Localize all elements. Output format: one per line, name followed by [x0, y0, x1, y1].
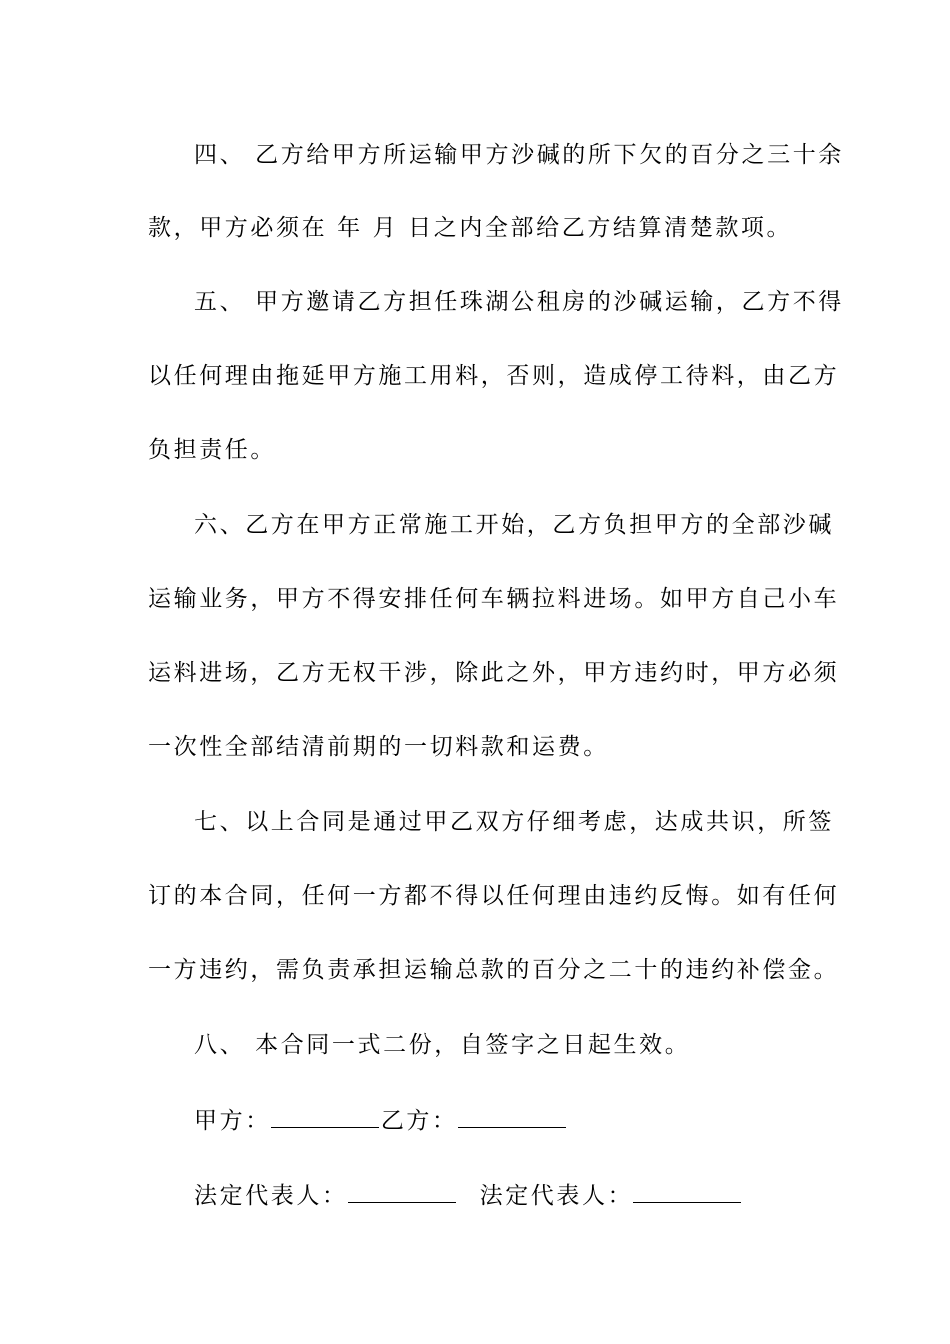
clause-5-line-1: 五、 甲方邀请乙方担任珠湖公租房的沙碱运输，乙方不得 [194, 289, 844, 315]
clause-7-line-3: 一方违约，需负责承担运输总款的百分之二十的违约补偿金。 [148, 957, 840, 983]
clause-7-line-2: 订的本合同，任何一方都不得以任何理由违约反悔。如有任何 [148, 883, 840, 909]
clause-4-line-1: 四、 乙方给甲方所运输甲方沙碱的所下欠的百分之三十余 [194, 142, 844, 168]
rep-a-blank [348, 1180, 456, 1203]
party-signature-line [194, 1105, 864, 1136]
clause-8-line-1: 八、 本合同一式二份，自签字之日起生效。 [194, 1032, 691, 1058]
clause-4-line-2: 款，甲方必须在 年 月 日之内全部给乙方结算清楚款项。 [148, 215, 793, 241]
clause-7-line-1: 七、以上合同是通过甲乙双方仔细考虑，达成共识，所签 [194, 809, 834, 835]
party-a-blank [271, 1105, 379, 1128]
rep-b-blank [633, 1180, 741, 1203]
clause-6-line-4: 一次性全部结清前期的一切料款和运费。 [148, 734, 609, 760]
party-a-label: 甲方： [194, 1108, 271, 1134]
clause-6-line-3: 运料进场，乙方无权干涉，除此之外，甲方违约时，甲方必须 [148, 660, 840, 686]
rep-a-label: 法定代表人： [194, 1183, 348, 1209]
clause-6-line-1: 六、乙方在甲方正常施工开始，乙方负担甲方的全部沙碱 [194, 512, 834, 538]
clause-5-line-3: 负担责任。 [148, 437, 276, 463]
clause-6-line-2: 运输业务，甲方不得安排任何车辆拉料进场。如甲方自己小车 [148, 586, 840, 612]
party-b-blank [458, 1105, 566, 1128]
representative-signature-line [194, 1180, 864, 1211]
clause-5-line-2: 以任何理由拖延甲方施工用料，否则，造成停工待料，由乙方 [148, 363, 840, 389]
rep-b-label: 法定代表人： [479, 1183, 634, 1209]
party-b-label: 乙方： [380, 1108, 458, 1134]
